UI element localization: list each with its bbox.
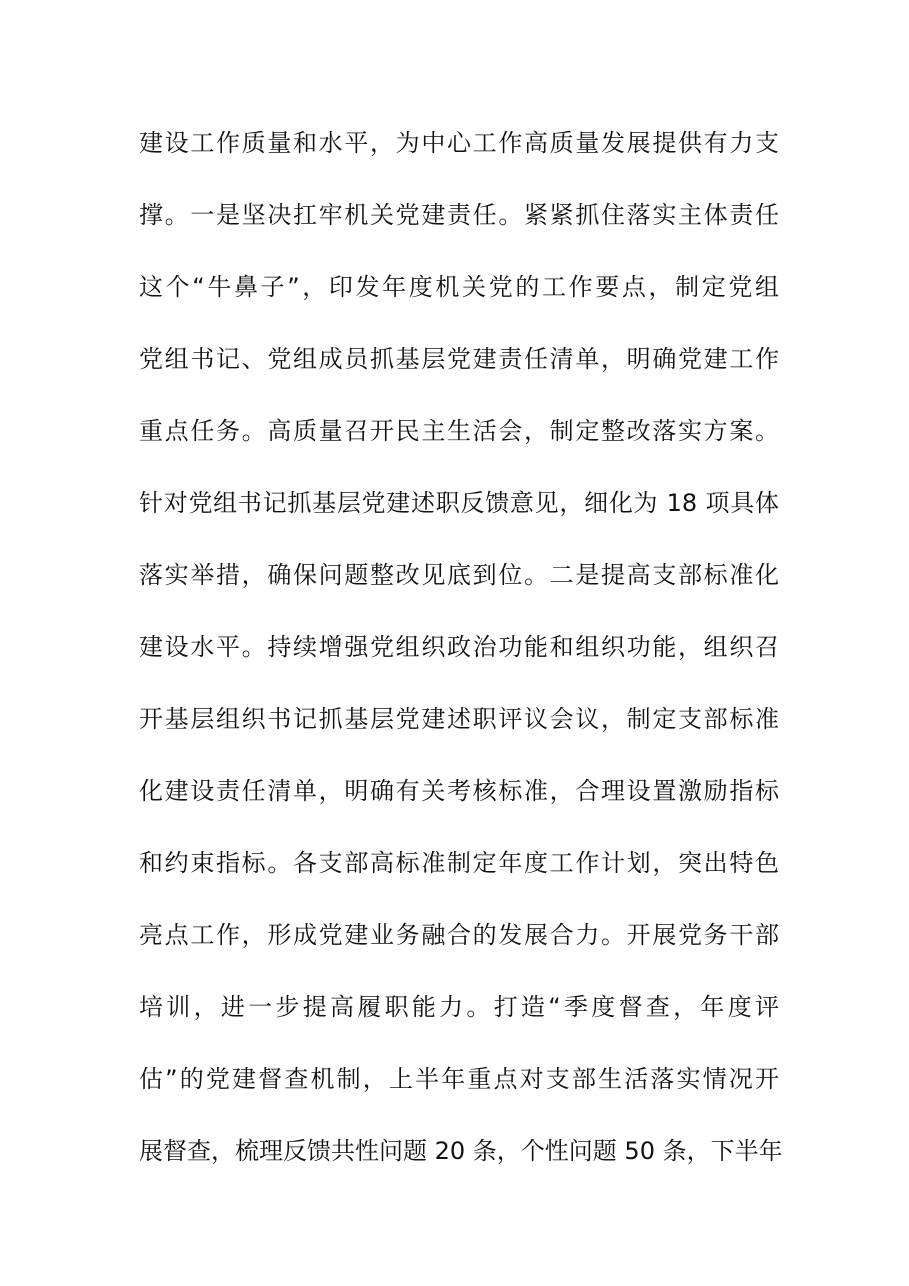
text-line: 和约束指标。各支部高标准制定年度工作计划，突出特色 [139, 849, 779, 877]
text-line: 针对党组书记抓基层党建述职反馈意见，细化为 18 项具体 [139, 489, 779, 517]
text-line: 培训，进一步提高履职能力。打造“季度督查，年度评 [139, 993, 779, 1021]
text-line: 建设工作质量和水平，为中心工作高质量发展提供有力支 [139, 129, 779, 157]
text-line: 建设水平。持续增强党组织政治功能和组织功能，组织召 [139, 633, 779, 661]
text-line: 落实举措，确保问题整改见底到位。二是提高支部标准化 [139, 561, 779, 589]
text-line: 估”的党建督查机制，上半年重点对支部生活落实情况开 [139, 1065, 779, 1093]
text-line: 亮点工作，形成党建业务融合的发展合力。开展党务干部 [139, 921, 779, 949]
text-line: 重点任务。高质量召开民主生活会，制定整改落实方案。 [139, 417, 779, 445]
text-line: 撑。一是坚决扛牢机关党建责任。紧紧抓住落实主体责任 [139, 201, 779, 229]
text-line: 化建设责任清单，明确有关考核标准，合理设置激励指标 [139, 777, 779, 805]
text-line: 展督查，梳理反馈共性问题 20 条，个性问题 50 条，下半年 [139, 1137, 783, 1165]
text-line: 这个“牛鼻子”，印发年度机关党的工作要点，制定党组 [139, 273, 779, 301]
body-paragraph [139, 118, 783, 1198]
text-line: 党组书记、党组成员抓基层党建责任清单，明确党建工作 [139, 345, 779, 373]
text-line: 开基层组织书记抓基层党建述职评议会议，制定支部标准 [139, 705, 779, 733]
